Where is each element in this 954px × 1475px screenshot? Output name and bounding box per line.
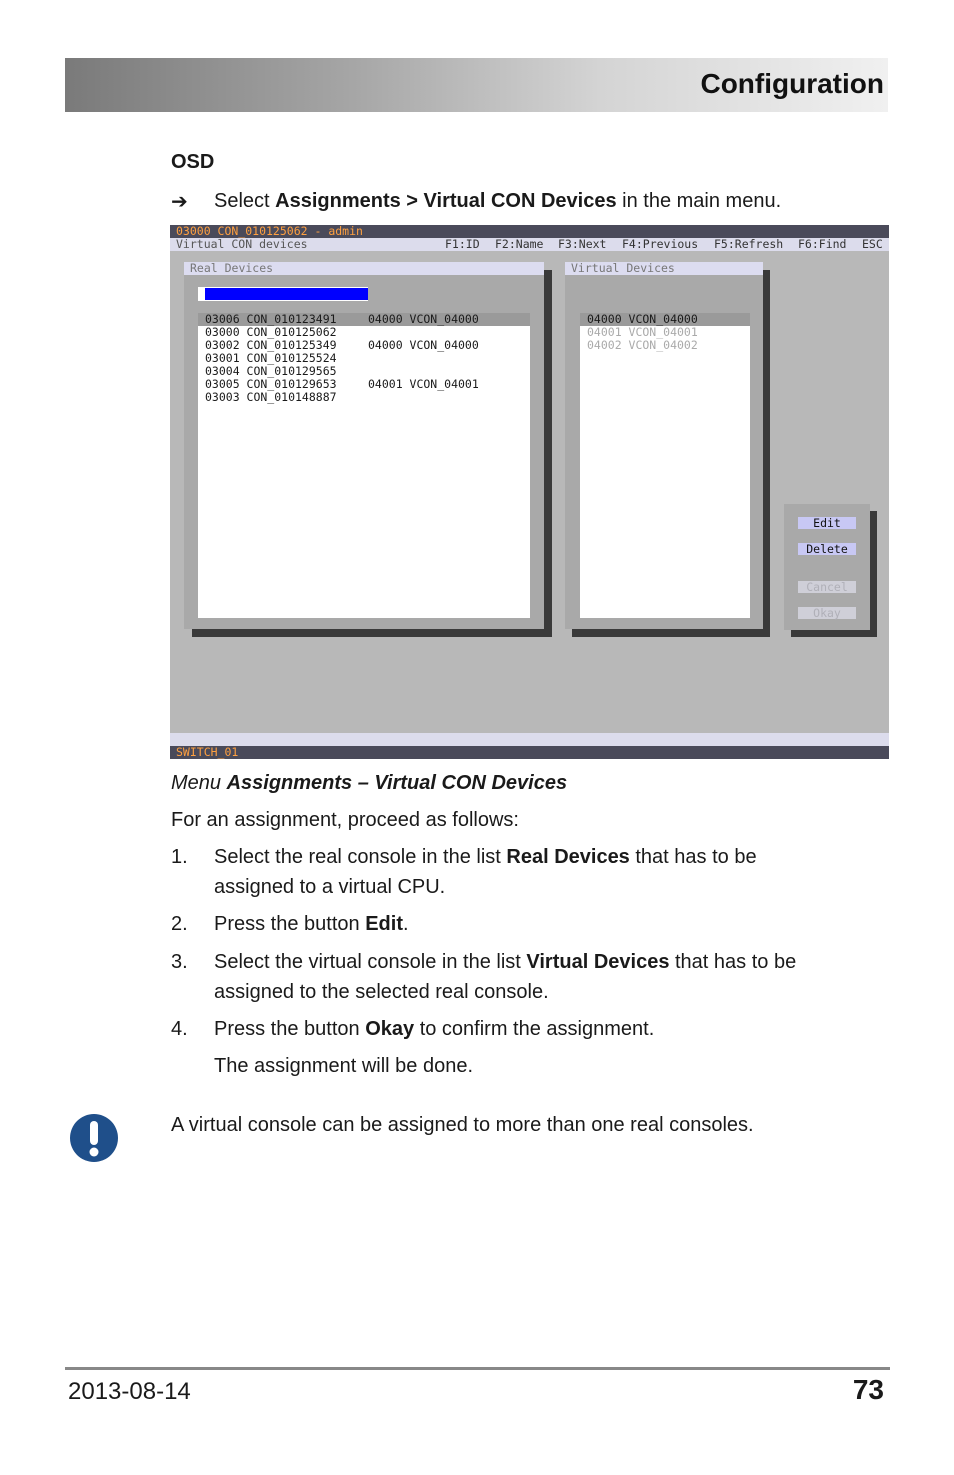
footer-date: 2013-08-14 [68,1378,191,1405]
figure-caption [171,771,567,795]
real-panel-title-bar [184,262,544,275]
step-3-post: that has to be [669,951,797,973]
real-row-name-1[interactable]: 03000 CON_010125062 [205,325,337,339]
virtual-row-1[interactable]: 04001 VCON_04001 [587,325,698,339]
okay-button[interactable]: Okay [798,607,856,619]
fkey-id[interactable]: F1:ID [445,237,480,251]
fkey-refresh[interactable]: F5:Refresh [714,237,784,251]
step-1-post: that has to be [629,846,757,868]
virtual-panel-title-bar [565,262,763,275]
real-row-name-2[interactable]: 03002 CON_010125349 [205,338,337,352]
step-text-3 [214,950,796,974]
note-text: A virtual console can be assigned to more than one real consoles. [171,1114,754,1136]
real-search-box[interactable] [198,287,368,301]
fkey-previous[interactable]: F4:Previous [622,237,699,251]
fkey-esc[interactable]: ESC [862,237,883,251]
delete-button[interactable]: Delete [798,543,856,555]
instruction-pre: Select [214,190,276,212]
cancel-button[interactable]: Cancel [798,581,856,593]
real-panel-title: Real Devices [190,261,274,275]
page-title: Configuration [700,68,884,99]
result-text: The assignment will be done. [214,1055,474,1077]
footer-rule [65,1367,890,1370]
section-heading: OSD [171,151,215,173]
real-row-assigned-2: 04000 VCON_04000 [368,338,479,352]
step-4-post: to confirm the assignment. [414,1018,655,1040]
step-4-bold: Okay [365,1018,415,1040]
virtual-devices-list[interactable] [580,313,750,618]
step-number-1: 1. [171,846,188,868]
fkey-next[interactable]: F3:Next [558,237,607,251]
step-2-pre: Press the button [214,913,366,935]
osd-status-text: 03000 CON_010125062 - admin [176,225,363,238]
intro-text: For an assignment, proceed as follows: [171,809,519,831]
step-text-1 [214,845,757,869]
step-text-2 [214,912,409,936]
step-2-post: . [402,913,409,935]
osd-switch-name: SWITCH_01 [176,745,239,759]
virtual-row-2[interactable]: 04002 VCON_04002 [587,338,698,352]
page-number: 73 [852,1374,884,1405]
real-row-name-3[interactable]: 03001 CON_010125524 [205,351,337,365]
real-row-name-6[interactable]: 03003 CON_010148887 [205,390,337,404]
caption-pre: Menu [171,772,227,794]
real-row-name-0[interactable]: 03006 CON_010123491 [205,312,337,326]
real-row-assigned-5: 04001 VCON_04001 [368,377,479,391]
osd-menu-title: Virtual CON devices [176,237,308,251]
real-row-name-4[interactable]: 03004 CON_010129565 [205,364,337,378]
step-4-pre: Press the button [214,1018,366,1040]
virtual-panel-title: Virtual Devices [571,261,675,275]
step-text-4 [214,1017,654,1041]
arrow-icon: ➔ [171,189,188,213]
step-number-3: 3. [171,951,188,973]
step-3-pre: Select the virtual console in the list [214,951,527,973]
step-text-1-line2: assigned to a virtual CPU. [214,876,446,898]
instruction-post: in the main menu. [616,190,782,212]
osd-bottom-status-bar [170,746,889,759]
step-number-4: 4. [171,1018,188,1040]
osd-screenshot [170,225,889,759]
exclamation-icon [70,1114,118,1162]
step-3-bold: Virtual Devices [526,951,670,973]
step-1-bold: Real Devices [506,846,630,868]
step-number-2: 2. [171,913,188,935]
step-2-bold: Edit [365,913,403,935]
instruction-text [214,189,781,213]
edit-button[interactable]: Edit [798,517,856,529]
caption-title: Assignments – Virtual CON Devices [226,772,568,794]
osd-bottom-bar [170,733,889,746]
step-text-3-line2: assigned to the selected real console. [214,981,549,1003]
osd-menu-bar [170,238,889,251]
real-row-assigned-0: 04000 VCON_04000 [368,312,479,326]
fkey-find[interactable]: F6:Find [798,237,847,251]
step-1-pre: Select the real console in the list [214,846,507,868]
real-devices-list[interactable] [198,313,530,618]
fkey-name[interactable]: F2:Name [495,237,544,251]
real-row-name-5[interactable]: 03005 CON_010129653 [205,377,337,391]
instruction-menu-path: Assignments > Virtual CON Devices [275,190,617,212]
instruction-line [171,189,188,214]
virtual-row-0[interactable]: 04000 VCON_04000 [587,312,698,326]
search-input-cursor [205,288,368,300]
